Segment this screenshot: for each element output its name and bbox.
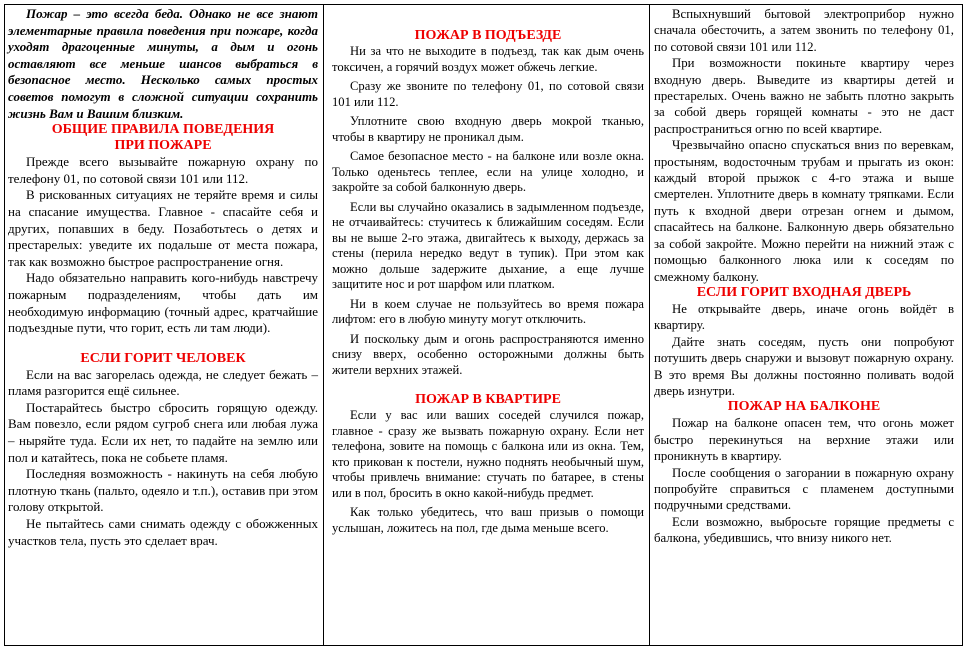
paragraph: Ни за что не выходите в подъезд, так как дым очень токсичен, а горячий воздух может обжечь легкие. <box>332 44 644 74</box>
paragraph: Как только убедитесь, что ваш призыв о помощи услышан, ложитесь на пол, где дыма меньше всего. <box>332 505 644 535</box>
section-heading-entrance-door-fire: ЕСЛИ ГОРИТ ВХОДНАЯ ДВЕРЬ <box>696 284 912 300</box>
column-2 <box>332 28 644 540</box>
paragraph: Ни в коем случае не пользуйтесь во время пожара лифтом: его в любую минуту могут отключить. <box>332 296 644 326</box>
section-heading-balcony-fire: ПОЖАР НА БАЛКОНЕ <box>727 399 881 415</box>
section-heading-general-rules-line2: ПРИ ПОЖАРЕ <box>114 138 212 154</box>
paragraph: Сразу же звоните по телефону 01, по сотовой связи 101 или 112. <box>332 79 644 109</box>
column-1 <box>8 6 318 549</box>
paragraph: Прежде всего вызывайте пожарную охрану по телефону 01, по сотовой связи 101 или 112. <box>8 154 318 186</box>
section-heading-apartment-fire: ПОЖАР В КВАРТИРЕ <box>415 392 561 407</box>
paragraph: Если возможно, выбросьте горящие предметы с балкона, убедившись, что внизу никого нет. <box>654 514 954 546</box>
paragraph: Не пытайтесь сами снимать одежду с обожженных участков тела, пусть это сделает врач. <box>8 516 318 548</box>
intro-paragraph: Пожар – это всегда беда. Однако не все знают элементарные правила поведения при пожаре, когда уходят драгоценные минуты, а дым и огонь оставляют все меньше шансов выбраться в безопасное место. Несколько самых простых советов помогут в сложной ситуации сохранить жизнь Вам и Вашим близким. <box>8 6 318 121</box>
paragraph: Самое безопасное место - на балконе или возле окна. Только оденьтесь теплее, если на улице холодно, и закройте за собой балконную дверь. <box>332 149 644 194</box>
paragraph: После сообщения о загорании в пожарную охрану попробуйте справиться с пламенем доступными подручными средствами. <box>654 465 954 513</box>
column-3 <box>654 6 954 547</box>
paragraph: В рискованных ситуациях не теряйте время и силы на спасание имущества. Главное - спасайте себя и других, попавших в беду. Позаботьтесь о детях и престарелых: уведите их подальше от места пожара, так как возможно быстрое распространение огня. <box>8 187 318 269</box>
paragraph: Последняя возможность - накинуть на себя любую плотную ткань (пальто, одеяло и т.п.), оставив при этом голову открытой. <box>8 466 318 515</box>
column-divider <box>323 5 324 645</box>
paragraph: Уплотните свою входную дверь мокрой тканью, чтобы в квартиру не проникал дым. <box>332 114 644 144</box>
paragraph: Пожар на балконе опасен тем, что огонь может быстро перекинуться на верхние этажи или проникнуть в квартиру. <box>654 416 954 464</box>
paragraph: Если вы случайно оказались в задымленном подъезде, не отчаивайтесь: стучитесь к ближайшим соседям. Если вы не выше 2-го этажа, двигайтесь к выходу, держась за стены (перила нередко ведут в тупик). При этом как можно дольше задержите дыхание, а еще лучше защитите нос и рот шарфом или платком. <box>332 199 644 291</box>
paragraph: Чрезвычайно опасно спускаться вниз по веревкам, простыням, водосточным трубам и прыгать из окон: каждый второй прыжок с 4-го этажа и выше смертелен. Уплотните дверь в комнату тряпками. Если путь к входной двери отрезан огнем и дымом, спасайтесь на балконе. Балконную дверь обязательно за собой закройте. Можно перейти на нижний этаж с помощью балконного люка или к соседям по смежному балкону. <box>654 138 954 284</box>
paragraph: Вспыхнувший бытовой электроприбор нужно сначала обесточить, а затем звонить по телефону 01, по сотовой связи 101 или 112. <box>654 7 954 54</box>
paragraph: При возможности покиньте квартиру через входную дверь. Выведите из квартиры детей и престарелых. Очень важно не забыть плотно закрыть за собой дверь горящей комнаты - это не даст распространиться огню по всей квартире. <box>654 56 954 136</box>
paragraph: Не открывайте дверь, иначе огонь войдёт в квартиру. <box>654 301 954 333</box>
paragraph: Надо обязательно направить кого-нибудь навстречу пожарным подразделениям, чтобы дать им необходимую информацию (точный адрес, кратчайшие подъездные пути, что горит, есть ли там люди). <box>8 270 318 336</box>
paragraph: Постарайтесь быстро сбросить горящую одежду. Вам повезло, если рядом сугроб снега или любая лужа – ныряйте туда. Если их нет, то падайте на землю или пол и катайтесь, пока не собьете пламя. <box>8 399 318 465</box>
section-heading-general-rules: ОБЩИЕ ПРАВИЛА ПОВЕДЕНИЯ <box>51 122 275 138</box>
paragraph: Дайте знать соседям, пусть они попробуют потушить дверь снаружи и вызовут пожарную охрану. В это время Вы должны постоянно поливать водой дверь изнутри. <box>654 334 954 398</box>
paragraph: Если на вас загорелась одежда, не следует бежать – пламя разгорится ещё сильнее. <box>8 366 318 399</box>
paragraph: И поскольку дым и огонь распространяются именно снизу вверх, особенно осторожными должны быть жители верхних этажей. <box>332 331 644 377</box>
paragraph: Если у вас или ваших соседей случился пожар, главное - сразу же вызвать пожарную охрану. Если нет телефона, зовите на помощь с балкона или из окна. Тем, кто прикован к постели, нужно поднять необычный шум, чтобы привлечь внимание: стучать по батарее, в стены или в пол, бросить в окно какой-нибудь предмет. <box>332 408 644 500</box>
column-divider <box>649 5 650 645</box>
section-heading-stairwell-fire: ПОЖАР В ПОДЪЕЗДЕ <box>414 28 562 43</box>
section-heading-person-burning: ЕСЛИ ГОРИТ ЧЕЛОВЕК <box>80 350 246 366</box>
